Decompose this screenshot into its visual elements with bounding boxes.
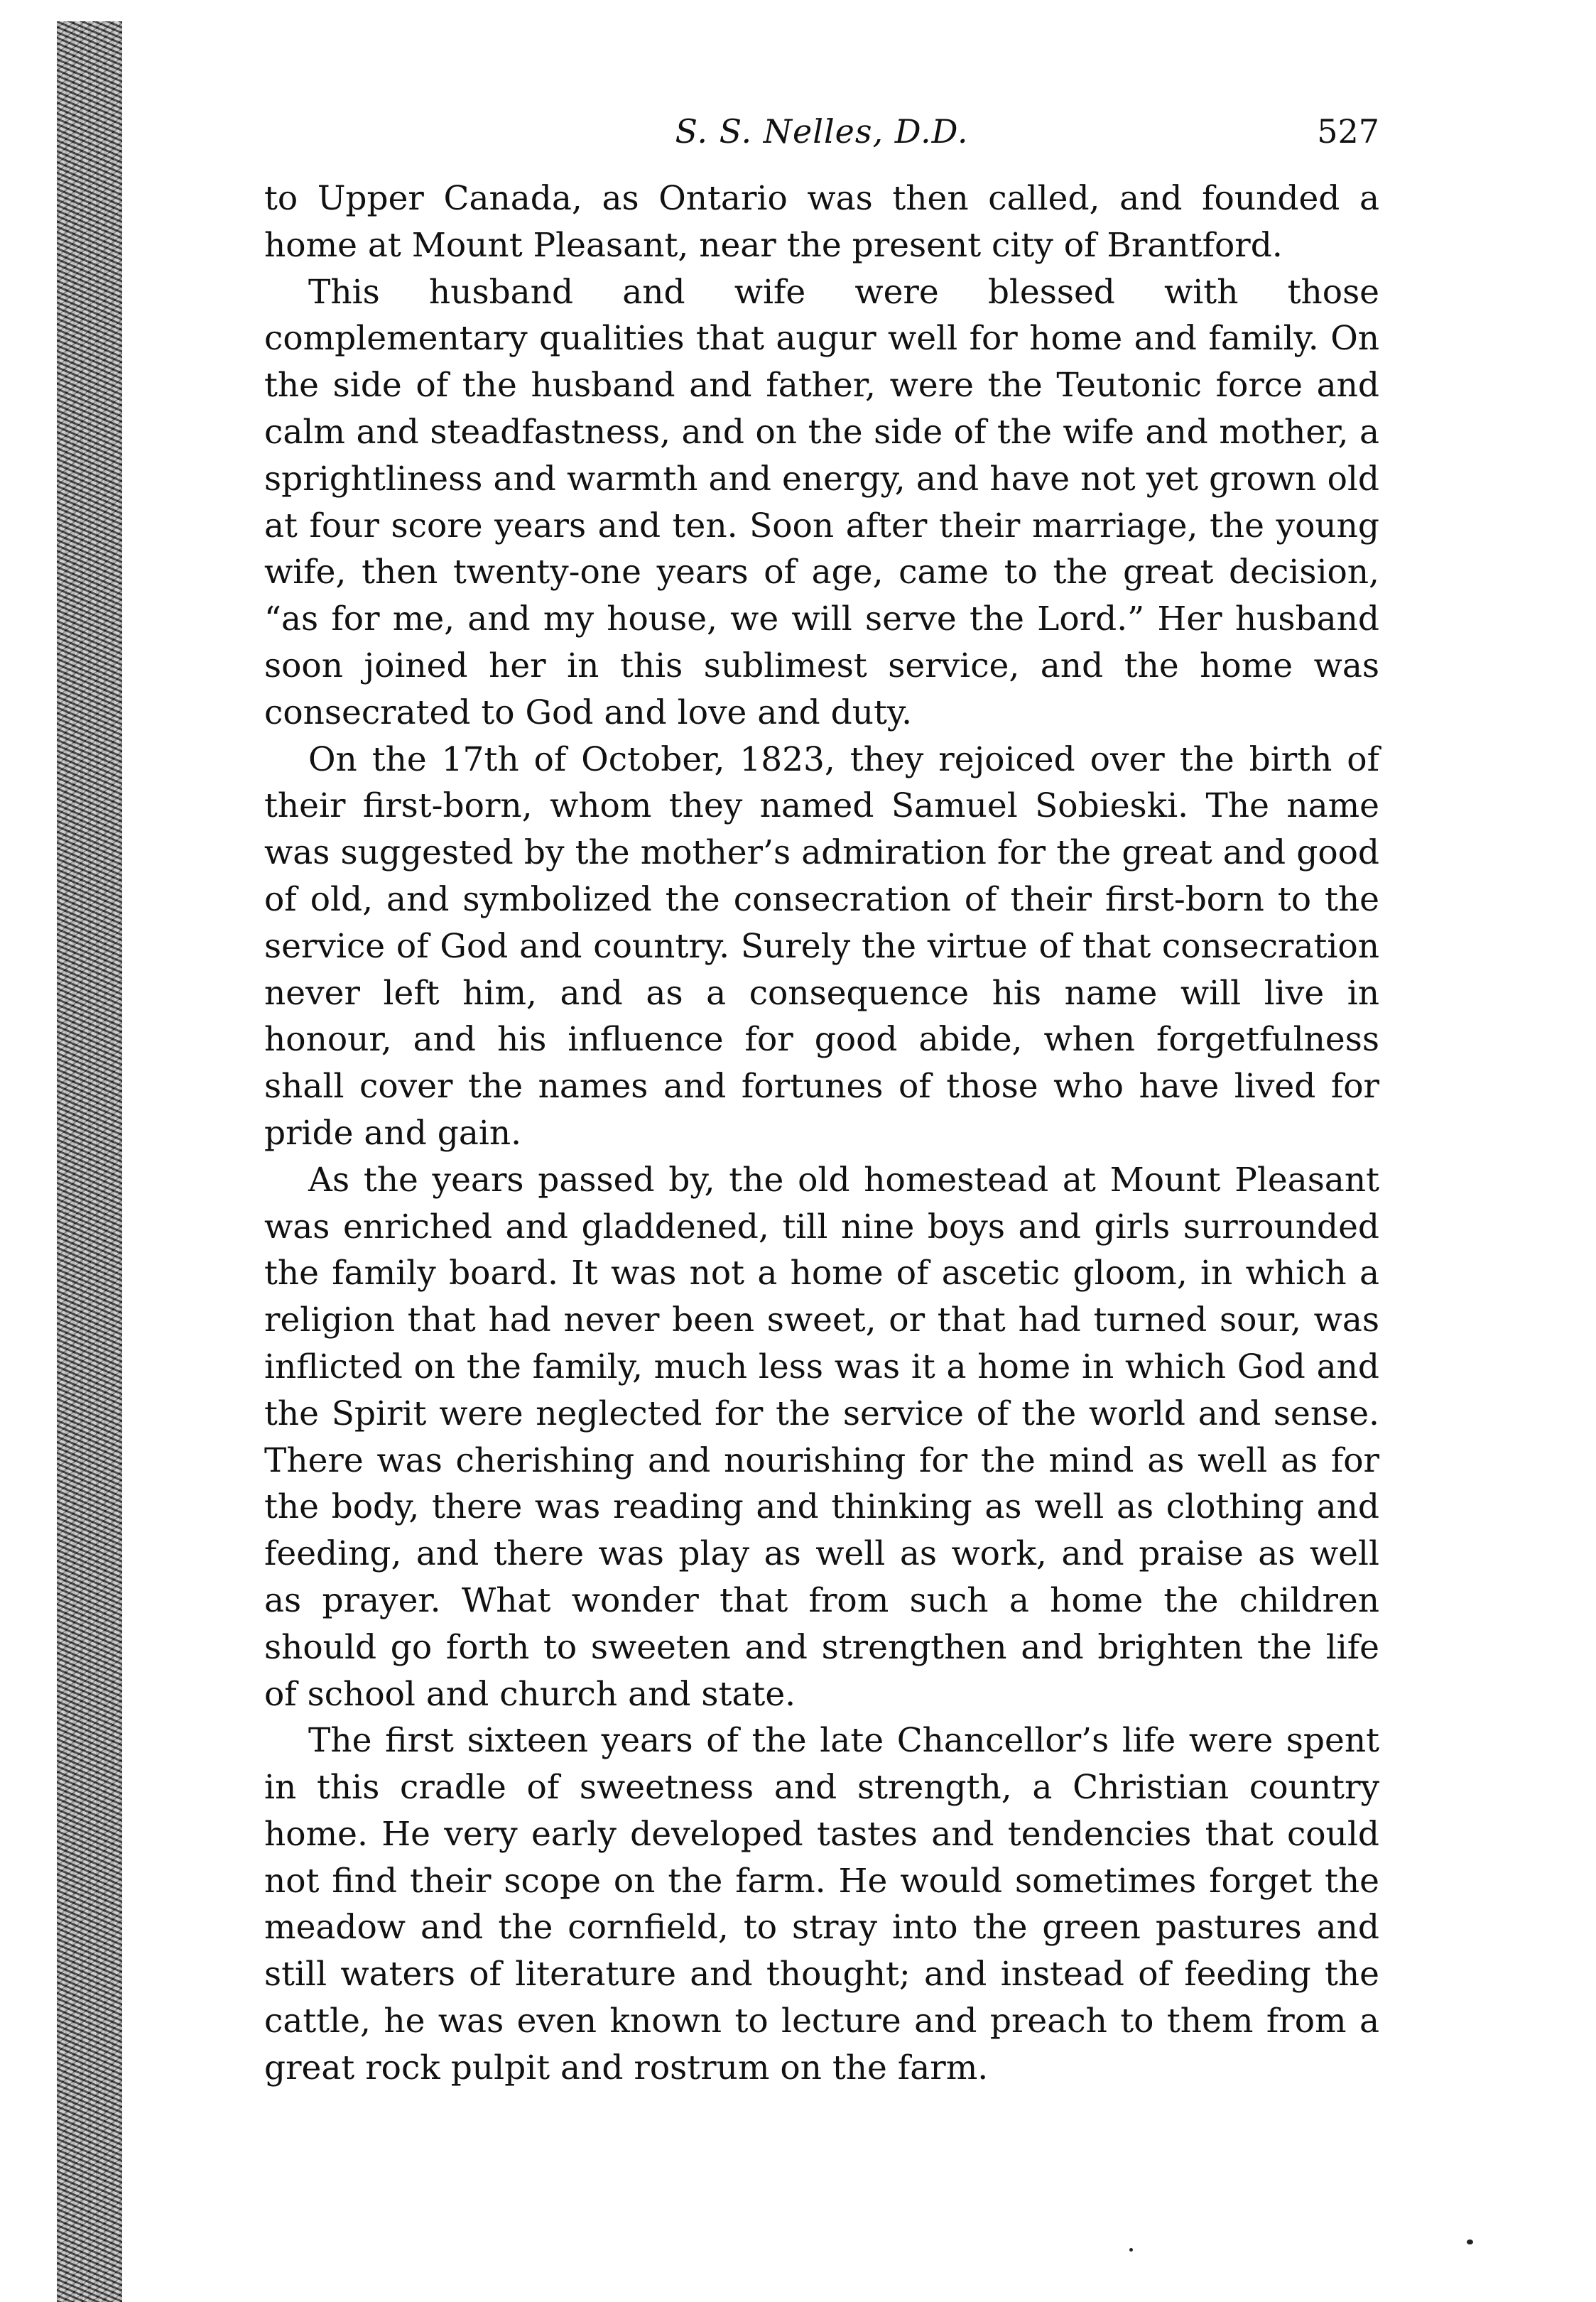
scan-specks [1122, 2234, 1492, 2262]
scan-speck [1467, 2239, 1473, 2244]
scan-speck [1129, 2248, 1133, 2252]
paragraph-birth: On the 17th of October, 1823, they rejoiced over the birth of their first-born, whom they named Samuel Sobieski. The name was suggested by the mother’s admiration for the great and good of old, and symbolized the consecration of their first-born to the service of God and country. Surely the virtue of that consecration never left him, and as a consequence his name will live in honour, and his influence for good abide, when forgetfulness shall cover the names and fortunes of those who have lived for pride and gain. [264, 739, 1379, 1153]
paragraph-homestead: As the years passed by, the old homestead at Mount Pleasant was enriched and gladdened, till nine boys and girls surrounded the family board. It was not a home of ascetic gloom, in which a religion that had never been sweet, or that had turned sour, was inflicted on the family, much less was it a home in which God and the Spirit were neglected for the service of the world and sense. There was cherishing and nourishing for the mind as well as for the body, there was reading and thinking as well as clothing and feeding, and there was play as well as work, and praise as well as prayer. What wonder that from such a home the children should go forth to sweeten and strengthen and brighten the life of school and church and state. [264, 1160, 1379, 1714]
running-head [264, 107, 1379, 156]
page-number: 527 [1317, 112, 1379, 151]
paragraph-parents-qualities: This husband and wife were blessed with those complementary qualities that augur well for home and family. On the side of the husband and father, were the Teutonic force and calm and steadfastness, and on the side of the wife and mother, a sprightliness and warmth and energy, and have not yet grown old at four score years and ten. Soon after their marriage, the young wife, then twenty-one years of age, came to the great decision, “as for me, and my house, we will serve the Lord.” Her husband soon joined her in this sublimest service, and the home was consecrated to God and love and duty. [264, 272, 1379, 732]
paragraph-continued: to Upper Canada, as Ontario was then called, and founded a home at Mount Pleasant, near the present city of Brantford. [264, 179, 1379, 265]
running-head-title: S. S. Nelles, D.D. [675, 112, 969, 151]
body-text [264, 175, 1379, 2092]
paragraph-early-years: The first sixteen years of the late Chancellor’s life were spent in this cradle of sweetness and strength, a Christian country home. He very early developed tastes and tendencies that could not find their scope on the farm. He would sometimes forget the meadow and the cornfield, to stray into the green pastures and still waters of literature and thought; and instead of feeding the cattle, he was even known to lecture and preach to them from a great rock pulpit and rostrum on the farm. [264, 1721, 1379, 2087]
scanned-binding-edge [57, 21, 122, 2302]
